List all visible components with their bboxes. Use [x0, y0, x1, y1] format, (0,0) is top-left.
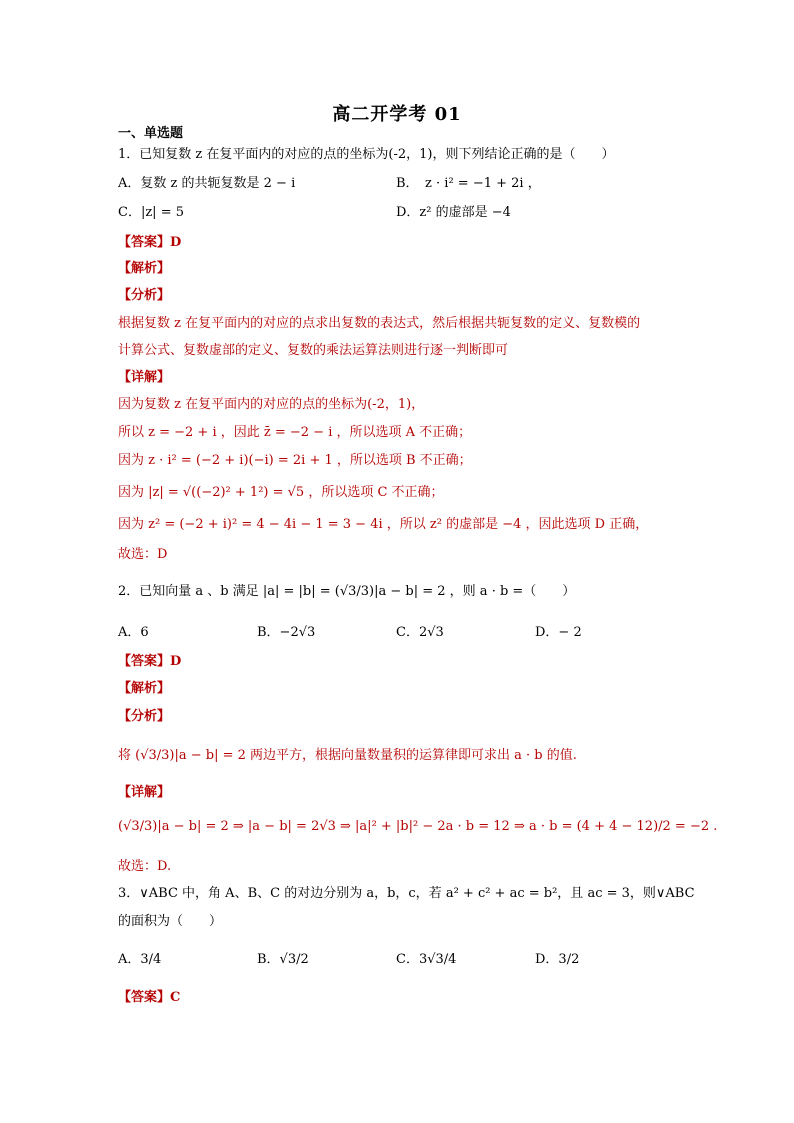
q1-stem: 1．已知复数 z 在复平面内的对应的点的坐标为(-2，1)，则下列结论正确的是（ ）	[118, 147, 615, 162]
q3-stem-line-1: 3．∨ABC 中，角 A、B、C 的对边分别为 a，b，c，若 a² + c² + ac = b²，且 ac = 3，则∨ABC	[118, 886, 695, 901]
q2-option-c: C．2√3	[396, 625, 444, 640]
q1-option-c: C．|z| = 5	[118, 205, 184, 220]
page-title: 高二开学考 01	[332, 104, 462, 125]
q2-detail-line-1: (√3/3)|a − b| = 2 ⇒ |a − b| = 2√3 ⇒ |a|² + |b|² − 2a · b = 12 ⇒ a · b = (4 + 4 − 12)/2 = −2 .	[118, 819, 718, 834]
q1-choose: 故选：D	[118, 547, 168, 562]
q1-fenxi-heading: 【分析】	[118, 288, 171, 303]
q1-detail-line-2: 所以 z = −2 + i ，因此 z̄ = −2 − i ，所以选项 A 不正确；	[118, 425, 472, 440]
q2-stem: 2．已知向量 a 、b 满足 |a| = |b| = (√3/3)|a − b| = 2 ，则 a · b =（ ）	[118, 584, 576, 599]
q3-option-b: B．√3/2	[257, 952, 309, 967]
q2-fenxi-line-1: 将 (√3/3)|a − b| = 2 两边平方，根据向量数量积的运算律即可求出 a · b 的值.	[118, 748, 577, 763]
q2-fenxi-heading: 【分析】	[118, 709, 171, 724]
q2-analysis-heading: 【解析】	[118, 681, 171, 696]
q1-fenxi-line-2: 计算公式、复数虚部的定义、复数的乘法运算法则进行逐一判断即可	[118, 343, 509, 358]
q3-option-c: C．3√3/4	[396, 952, 457, 967]
q1-detail-heading: 【详解】	[118, 370, 171, 385]
q3-option-a: A．3/4	[118, 952, 162, 967]
q2-option-a: A．6	[118, 625, 149, 640]
q3-option-d: D．3/2	[535, 952, 580, 967]
q2-option-b: B．−2√3	[257, 625, 316, 640]
q2-choose: 故选：D.	[118, 859, 172, 874]
q3-answer: 【答案】C	[118, 990, 181, 1005]
q1-option-d: D．z² 的虚部是 −4	[396, 205, 511, 220]
q1-detail-line-1: 因为复数 z 在复平面内的对应的点的坐标为(-2，1)，	[118, 397, 425, 412]
q1-fenxi-line-1: 根据复数 z 在复平面内的对应的点求出复数的表达式，然后根据共轭复数的定义、复数模的	[118, 316, 641, 331]
q1-option-b: B． z · i² = −1 + 2i ，	[396, 176, 541, 191]
section-heading: 一、单选题	[118, 126, 184, 141]
q1-detail-line-3: 因为 z · i² = (−2 + i)(−i) = 2i + 1 ，所以选项 B 不正确；	[118, 453, 472, 468]
q2-detail-heading: 【详解】	[118, 785, 171, 800]
q3-stem-line-2: 的面积为（ ）	[118, 914, 223, 929]
q1-analysis-heading: 【解析】	[118, 261, 171, 276]
q2-option-d: D．− 2	[535, 625, 582, 640]
q1-option-a: A．复数 z 的共轭复数是 2 − i	[118, 176, 296, 191]
q1-answer: 【答案】D	[118, 235, 182, 250]
q2-answer: 【答案】D	[118, 654, 182, 669]
q1-detail-line-5: 因为 z² = (−2 + i)² = 4 − 4i − 1 = 3 − 4i ，所以 z² 的虚部是 −4 ，因此选项 D 正确，	[118, 517, 649, 532]
q1-detail-line-4: 因为 |z| = √((−2)² + 1²) = √5 ，所以选项 C 不正确；	[118, 485, 444, 500]
